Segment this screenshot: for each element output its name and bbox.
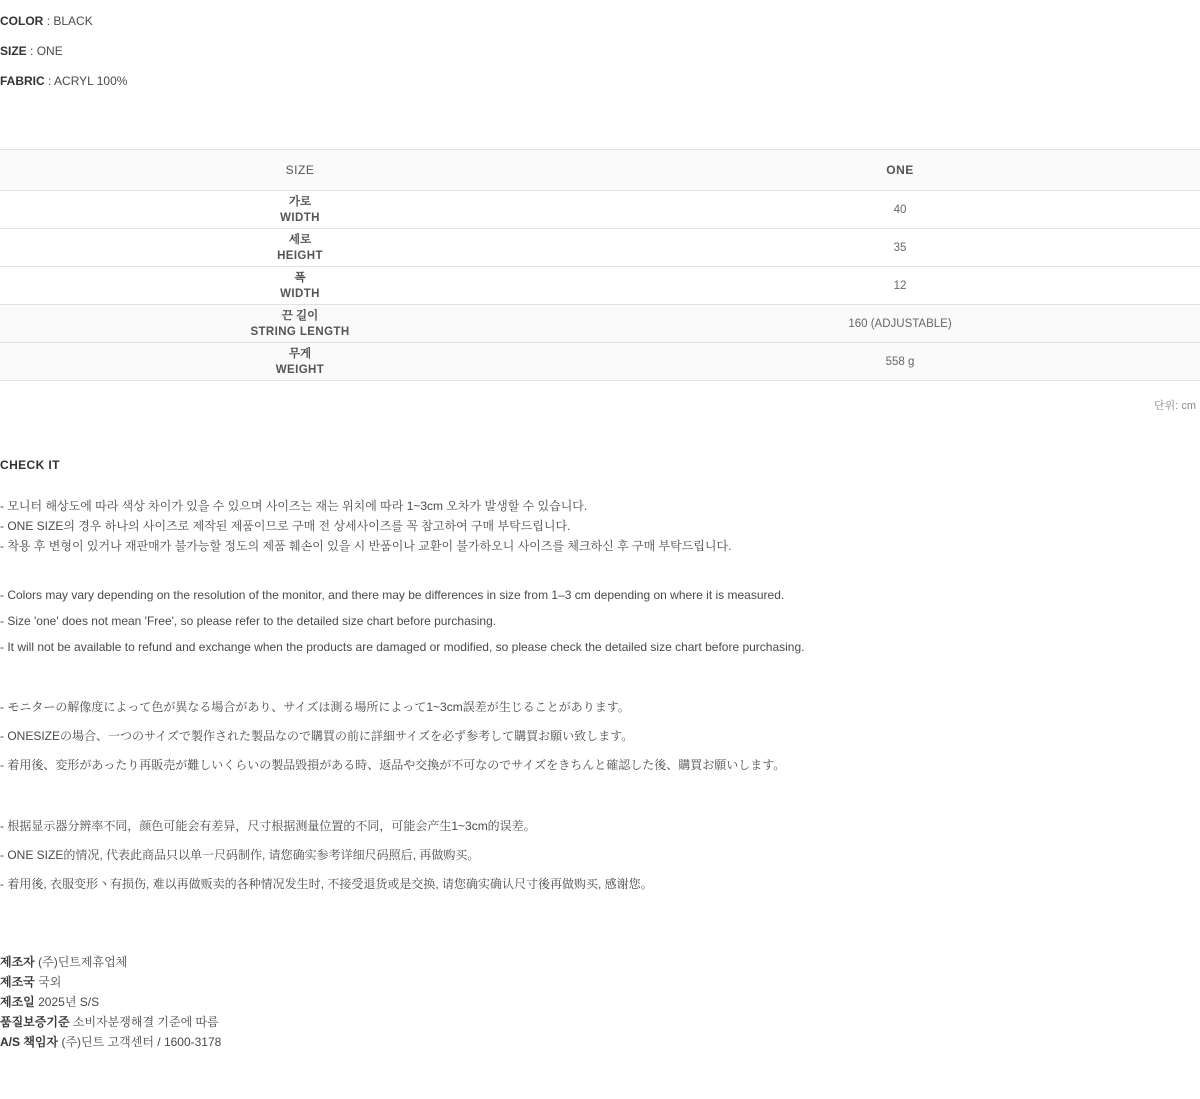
maker-value: (주)딘트 고객센터 / 1600-3178 (61, 1035, 222, 1049)
row-label-ko: 가로 (288, 195, 312, 208)
maker-value: 2025년 S/S (38, 995, 100, 1009)
note-line: - 착용 후 변형이 있거나 재판매가 불가능할 정도의 제품 훼손이 있을 시 반품이나 교환이 불가하오니 사이즈를 체크하신 후 구매 부탁드립니다. (0, 539, 732, 553)
maker-value: 소비자분쟁해결 기준에 따름 (72, 1015, 219, 1029)
note-line: - 着用後、変形があったり再販売が難しいくらいの製品毀損がある時、返品や交換が不可なのでサイズをきちんと確認した後、購買お願いします。 (0, 758, 786, 772)
maker-row-date (0, 992, 1200, 1012)
table-row (0, 343, 1200, 381)
table-row (0, 267, 1200, 305)
row-label-en: WEIGHT (275, 363, 325, 376)
note-line: - ONE SIZE的情况, 代表此商品只以单一尺码制作, 请您确实参考详细尺码照后, 再做购买。 (0, 848, 480, 862)
size-table-head (0, 150, 1200, 191)
spec-separator: : (46, 14, 51, 28)
note-line: - ONE SIZE의 경우 하나의 사이즈로 제작된 제품이므로 구매 전 상세사이즈를 꼭 참고하여 구매 부탁드립니다. (0, 519, 571, 533)
table-header-row (0, 150, 1200, 191)
notes-english (0, 588, 1200, 654)
row-label-height (0, 229, 600, 267)
row-value-weight: 558 g (600, 343, 1200, 381)
header-size-value: ONE (600, 150, 1200, 191)
spacer (0, 785, 1200, 805)
row-label-ko: 끈 길이 (281, 309, 319, 322)
spec-value-size: ONE (36, 44, 63, 58)
note-line: - ONESIZEの場合、一つのサイズで製作された製品なので購買の前に詳細サイズを必ず参考して購買お願い致します。 (0, 729, 634, 743)
notes-japanese (0, 698, 1200, 773)
spacer (0, 666, 1200, 686)
table-row (0, 191, 1200, 229)
table-row (0, 305, 1200, 343)
row-label-weight (0, 343, 600, 381)
note-line: - モニターの解像度によって色が異なる場合があり、サイズは測る場所によって1~3cm誤差が生じることがあります。 (0, 700, 630, 714)
spacer (0, 556, 1200, 576)
note-line: - Size 'one' does not mean 'Free', so please refer to the detailed size chart before purchasing. (0, 614, 497, 628)
row-label-depth (0, 267, 600, 305)
note-line: - 根据显示器分辨率不同，颜色可能会有差异，尺寸根据测量位置的不同，可能会产生1~3cm的误差。 (0, 819, 536, 833)
size-chart (0, 149, 1200, 413)
note-line: - 모니터 해상도에 따라 색상 차이가 있을 수 있으며 사이즈는 재는 위치에 따라 1~3cm 오차가 발생할 수 있습니다. (0, 499, 588, 513)
row-value-depth: 12 (600, 267, 1200, 305)
maker-row-country (0, 972, 1200, 992)
maker-key: 품질보증기준 (0, 1015, 70, 1029)
bottom-spacer (0, 1052, 1200, 1099)
note-line: - Colors may vary depending on the resolution of the monitor, and there may be differences in size from 1–3 cm depending on where it is measured. (0, 588, 785, 602)
spec-key-size: SIZE (0, 44, 27, 58)
maker-row-warranty (0, 1012, 1200, 1032)
maker-value: (주)딘트제휴업체 (38, 955, 128, 969)
manufacturer-info (0, 952, 1200, 1052)
row-value-width: 40 (600, 191, 1200, 229)
row-label-string-length (0, 305, 600, 343)
note-line: - 着用後, 衣服变形丶有损伤, 难以再做贩卖的各种情况发生时, 不接受退货或是交换, 请您确实确认尺寸後再做购买, 感谢您。 (0, 877, 653, 891)
maker-row-manufacturer (0, 952, 1200, 972)
row-label-ko: 세로 (288, 233, 312, 246)
maker-key: 제조국 (0, 975, 35, 989)
spec-value-fabric: ACRYL 100% (54, 74, 128, 88)
row-label-ko: 무게 (288, 347, 312, 360)
maker-key: 제조자 (0, 955, 35, 969)
row-label-en: STRING LENGTH (250, 325, 350, 338)
row-label-en: WIDTH (280, 211, 320, 224)
header-size-label: SIZE (0, 150, 600, 191)
size-unit-note: 단위: cm (1153, 400, 1196, 412)
row-label-width (0, 191, 600, 229)
maker-key: 제조일 (0, 995, 35, 1009)
spec-separator: : (48, 74, 52, 88)
row-label-en: WIDTH (280, 287, 320, 300)
spec-key-fabric: FABRIC (0, 74, 45, 88)
notes-korean (0, 496, 1200, 556)
spec-value-color: BLACK (53, 14, 93, 28)
check-it-section (0, 456, 1200, 892)
size-table-body (0, 191, 1200, 381)
spec-separator: : (30, 44, 34, 58)
row-label-ko: 폭 (294, 271, 306, 284)
table-row (0, 229, 1200, 267)
spec-row-size (0, 36, 1200, 66)
spec-key-color: COLOR (0, 14, 44, 28)
notes-chinese (0, 817, 1200, 892)
maker-value: 국외 (38, 975, 62, 989)
product-spec-block (0, 0, 1200, 96)
check-it-title: CHECK IT (0, 458, 60, 472)
size-table (0, 149, 1200, 381)
row-label-en: HEIGHT (277, 249, 323, 262)
note-line: - It will not be available to refund and exchange when the products are damaged or modified, so please check the detailed size chart before purchasing. (0, 640, 805, 654)
spec-row-color (0, 6, 1200, 36)
maker-key: A/S 책임자 (0, 1035, 59, 1049)
row-value-height: 35 (600, 229, 1200, 267)
maker-row-service (0, 1032, 1200, 1052)
spec-row-fabric (0, 66, 1200, 96)
row-value-string-length: 160 (ADJUSTABLE) (600, 305, 1200, 343)
